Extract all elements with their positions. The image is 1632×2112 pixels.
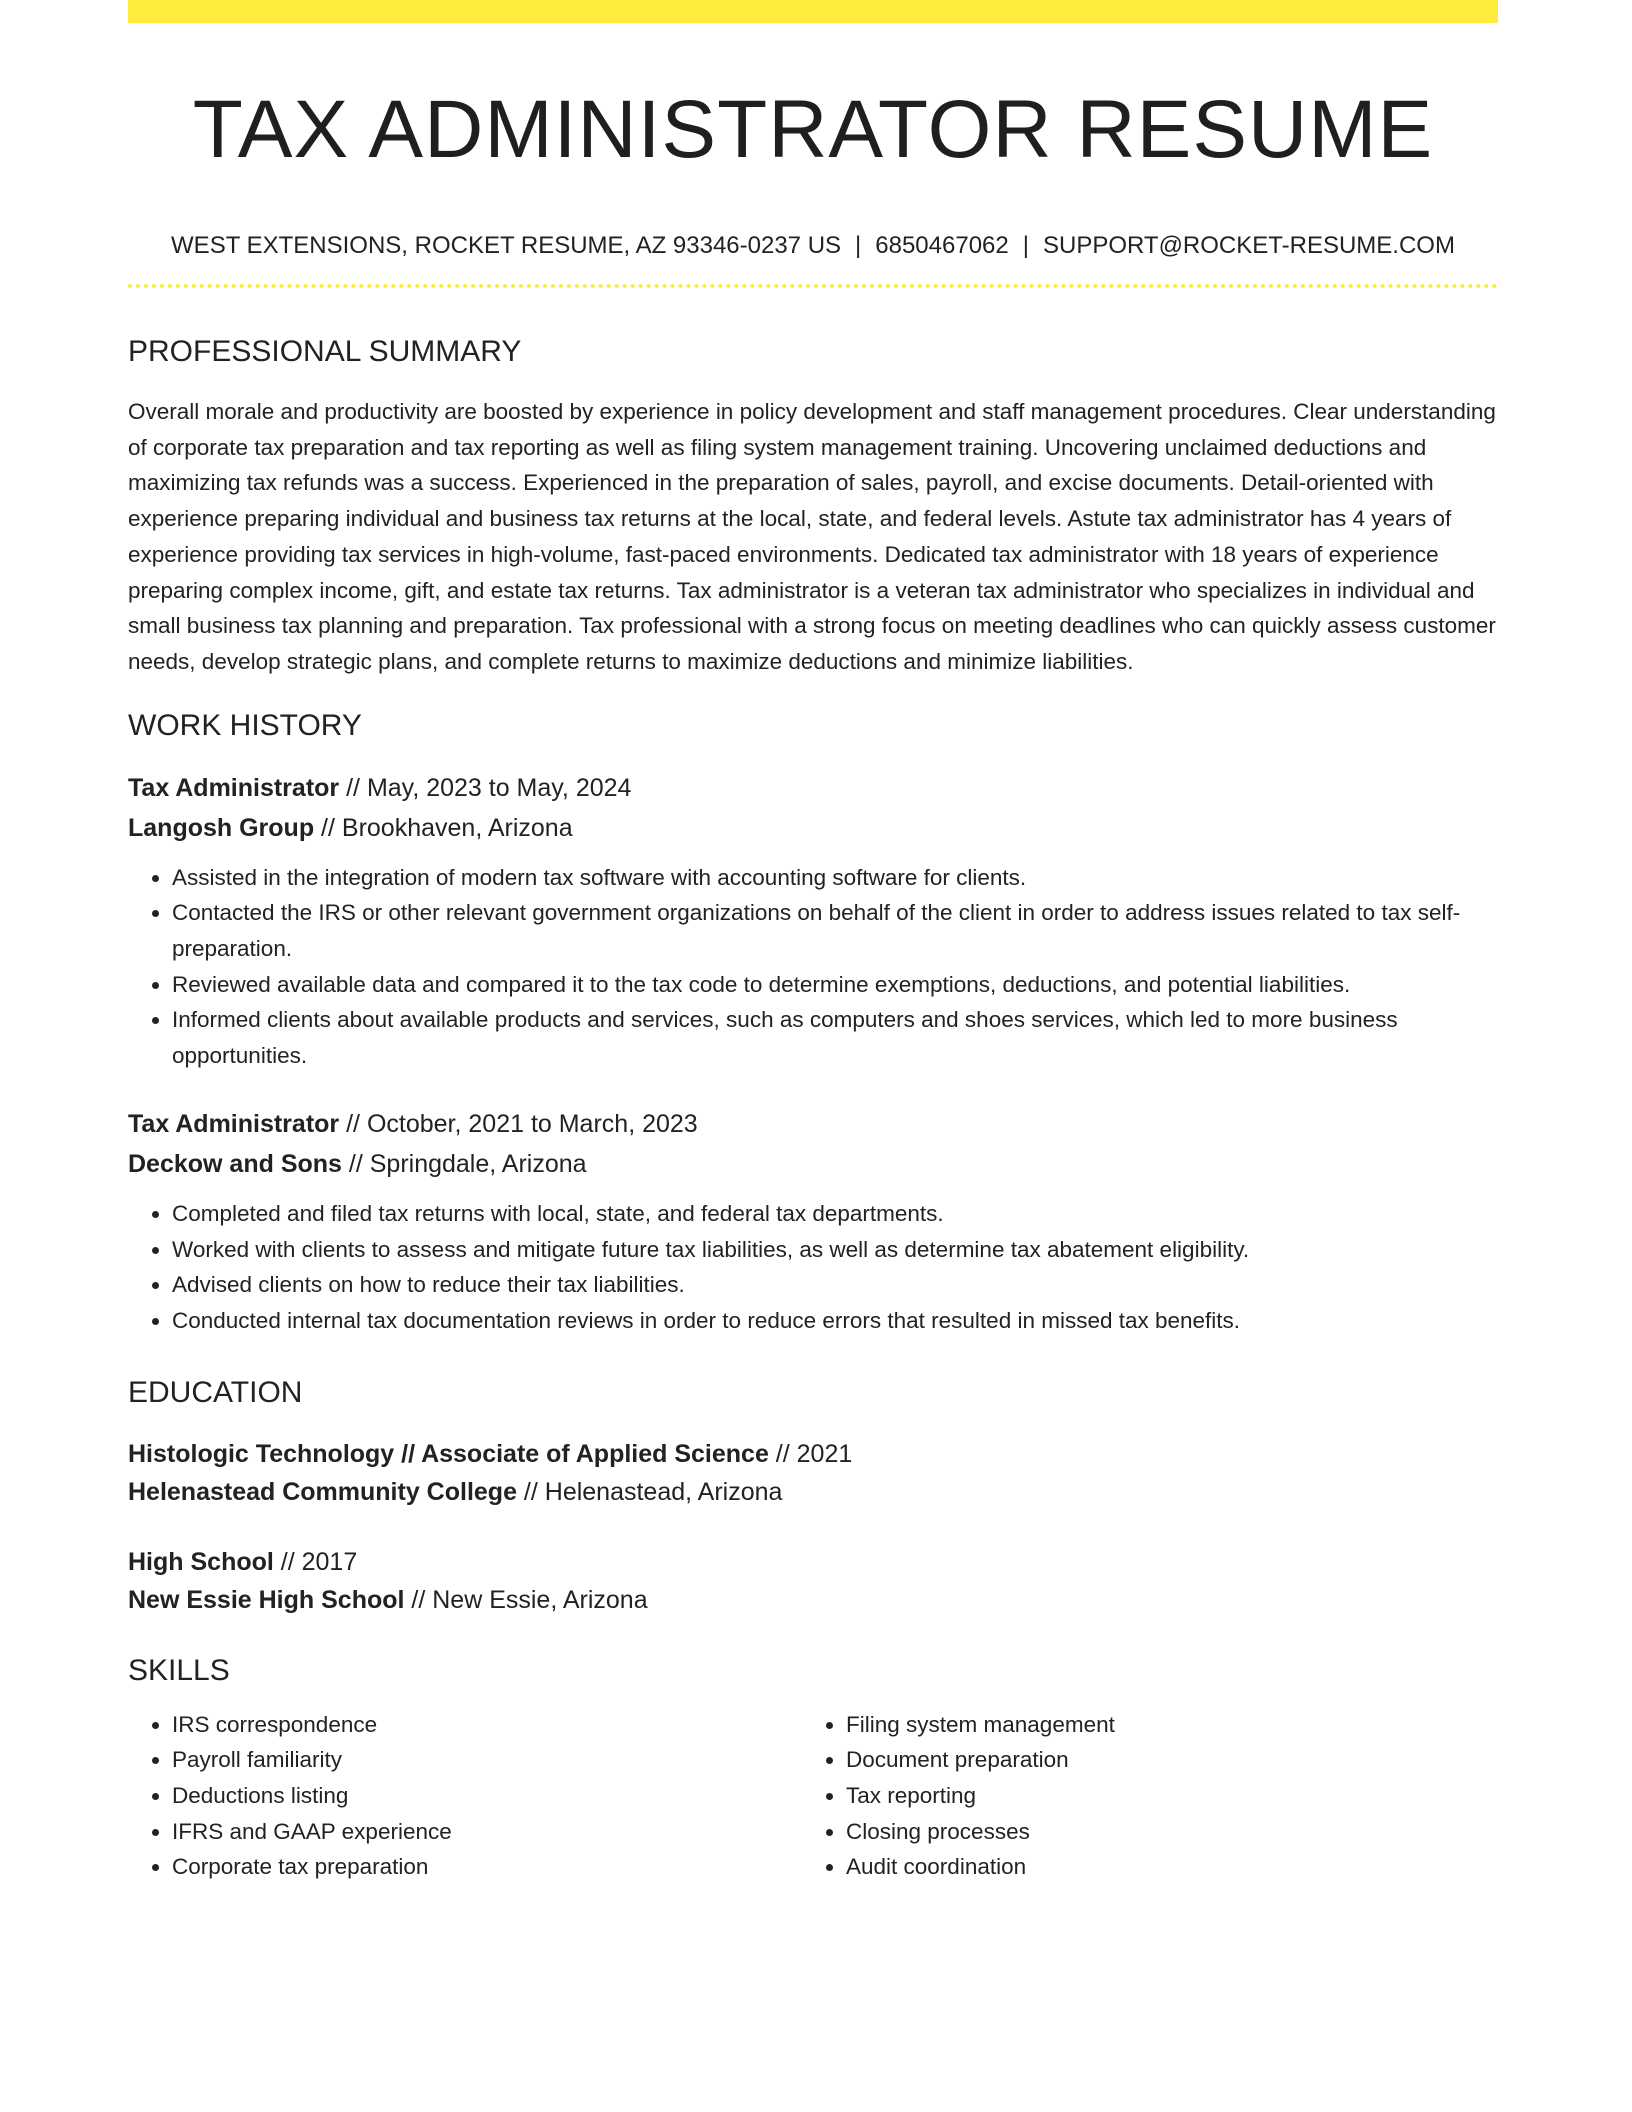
education-year: // 2017 <box>273 1547 358 1576</box>
job-title-line <box>128 1104 1498 1144</box>
job-company: Langosh Group <box>128 813 315 842</box>
job-bullets <box>128 860 1498 1074</box>
skills-list <box>128 1707 1498 1886</box>
contact-email: SUPPORT@ROCKET-RESUME.COM <box>1042 232 1455 259</box>
job-company: Deckow and Sons <box>128 1149 342 1178</box>
job-role: Tax Administrator <box>128 773 340 802</box>
job-bullet: • Advised clients on how to reduce their tax liabilities. <box>172 1267 1498 1303</box>
job-bullet: • Reviewed available data and compared it to the tax code to determine exemptions, deductions, and potential liabilities. <box>172 967 1498 1003</box>
resume-title: TAX ADMINISTRATOR RESUME <box>192 84 1434 175</box>
skill-item: • IFRS and GAAP experience <box>172 1814 802 1850</box>
education-school-line <box>128 1581 1498 1619</box>
education-entry <box>128 1543 1498 1619</box>
job-entry <box>128 1104 1498 1339</box>
education-degree: Histologic Technology // Associate of Applied Science <box>128 1439 769 1468</box>
skills-heading: SKILLS <box>128 1653 230 1687</box>
job-entry <box>128 768 1498 1074</box>
contact-phone: 6850467062 <box>875 232 1009 259</box>
dotted-divider <box>128 284 1498 288</box>
job-dates: // October, 2021 to March, 2023 <box>339 1109 698 1138</box>
job-bullet: • Completed and filed tax returns with local, state, and federal tax departments. <box>172 1196 1498 1232</box>
job-company-line <box>128 1144 1498 1184</box>
job-bullet: • Worked with clients to assess and mitigate future tax liabilities, as well as determine tax abatement eligibility. <box>172 1232 1498 1268</box>
education-school-line <box>128 1473 1498 1511</box>
job-title-line <box>128 768 1498 808</box>
skill-item: • Audit coordination <box>846 1849 1486 1885</box>
education-heading: EDUCATION <box>128 1375 303 1409</box>
education-school: Helenastead Community College <box>128 1477 517 1506</box>
skill-item: • Filing system management <box>846 1707 1486 1743</box>
job-role: Tax Administrator <box>128 1109 340 1138</box>
skill-item: • Corporate tax preparation <box>172 1849 802 1885</box>
education-degree-line <box>128 1435 1498 1473</box>
job-location: // Brookhaven, Arizona <box>314 813 573 842</box>
summary-text: Overall morale and productivity are boosted by experience in policy development and staff management procedures. Clear understanding of corporate tax preparation and tax reporting as well as filing system management training. Uncovering unclaimed deductions and maximizing tax refunds was a success. Experienced in the preparation of sales, payroll, and excise documents. Detail-oriented with experience preparing individual and business tax returns at the local, state, and federal levels. Astute tax administrator has 4 years of experience providing tax services in high-volume, fast-paced environments. Dedicated tax administrator with 18 years of experience preparing complex income, gift, and estate tax returns. Tax administrator is a veteran tax administrator who specializes in individual and small business tax planning and preparation. Tax professional with a strong focus on meeting deadlines who can quickly assess customer needs, develop strategic plans, and complete returns to maximize deductions and minimize liabilities. <box>128 399 1496 674</box>
contact-line <box>128 230 1498 262</box>
contact-separator: | <box>1022 232 1029 259</box>
skill-item: • Deductions listing <box>172 1778 802 1814</box>
job-bullets <box>128 1196 1498 1339</box>
skill-item: • Payroll familiarity <box>172 1742 802 1778</box>
job-bullet: • Conducted internal tax documentation reviews in order to reduce errors that resulted in missed tax benefits. <box>172 1303 1498 1339</box>
skill-item: • Document preparation <box>846 1742 1486 1778</box>
skill-item: • Tax reporting <box>846 1778 1486 1814</box>
skills-column-right <box>802 1707 1486 1886</box>
summary-heading: PROFESSIONAL SUMMARY <box>128 335 522 368</box>
job-bullet: • Informed clients about available products and services, such as computers and shoes services, which led to more business opportunities. <box>172 1002 1498 1073</box>
job-bullet: • Assisted in the integration of modern tax software with accounting software for clients. <box>172 860 1498 896</box>
resume-content <box>128 0 1498 1885</box>
education-entry <box>128 1435 1498 1511</box>
skills-column-left <box>128 1707 802 1886</box>
education-location: // Helenastead, Arizona <box>516 1477 783 1506</box>
education-school: New Essie High School <box>128 1585 405 1614</box>
skill-item: • Closing processes <box>846 1814 1486 1850</box>
education-year: // 2021 <box>768 1439 853 1468</box>
job-bullet: • Contacted the IRS or other relevant government organizations on behalf of the client in order to address issues related to tax self-preparation. <box>172 895 1498 966</box>
skill-item: • IRS correspondence <box>172 1707 802 1743</box>
work-history-heading: WORK HISTORY <box>128 708 362 742</box>
job-location: // Springdale, Arizona <box>341 1149 587 1178</box>
education-degree-line <box>128 1543 1498 1581</box>
contact-separator: | <box>855 232 862 259</box>
contact-address: WEST EXTENSIONS, ROCKET RESUME, AZ 93346-0237 US <box>171 232 842 259</box>
education-degree: High School <box>128 1547 274 1576</box>
job-dates: // May, 2023 to May, 2024 <box>339 773 632 802</box>
education-location: // New Essie, Arizona <box>404 1585 648 1614</box>
job-company-line <box>128 808 1498 848</box>
